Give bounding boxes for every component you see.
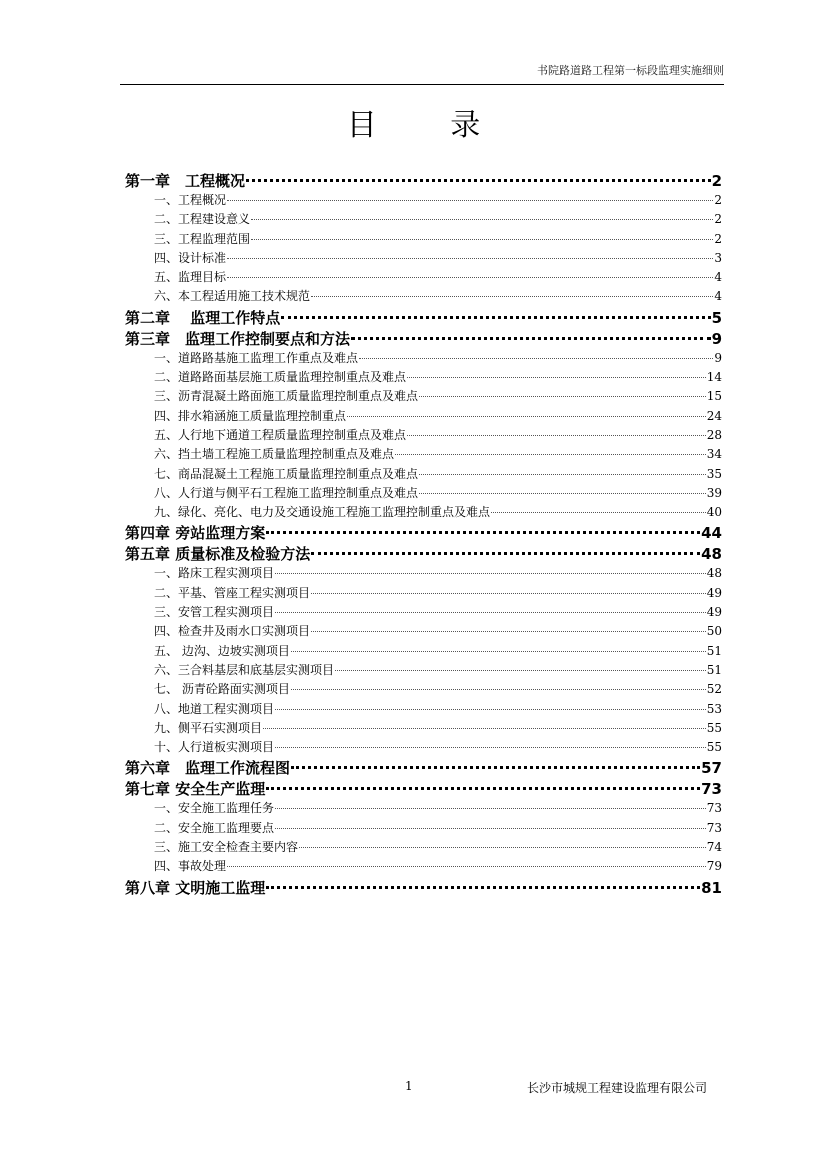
toc-section-entry[interactable] bbox=[125, 857, 722, 876]
toc-section-entry[interactable] bbox=[125, 349, 722, 368]
page-number: 1 bbox=[405, 1079, 413, 1093]
toc-section-entry[interactable] bbox=[125, 445, 722, 464]
dot-leader bbox=[311, 296, 713, 297]
dot-leader bbox=[251, 239, 713, 240]
dot-leader bbox=[347, 416, 706, 417]
toc-entry-label: 三、沥青混凝土路面施工质量监理控制重点及难点 bbox=[154, 389, 419, 404]
toc-section-entry[interactable] bbox=[125, 700, 722, 719]
toc-chapter-entry[interactable] bbox=[125, 522, 722, 543]
toc-entry-label: 第三章 监理工作控制要点和方法 bbox=[125, 329, 351, 348]
toc-entry-page: 4 bbox=[714, 289, 722, 304]
toc-entry-label: 九、绿化、亮化、电力及交通设施工程施工监理控制重点及难点 bbox=[154, 505, 491, 520]
toc-entry-page: 40 bbox=[706, 505, 722, 520]
toc-entry-label: 二、平基、管座工程实测项目 bbox=[154, 585, 311, 600]
dot-leader bbox=[275, 828, 706, 829]
toc-entry-label: 八、人行道与侧平石工程施工监理控制重点及难点 bbox=[154, 485, 419, 500]
dot-leader bbox=[407, 435, 706, 436]
toc-section-entry[interactable] bbox=[125, 287, 722, 306]
toc-entry-label: 二、安全施工监理要点 bbox=[154, 820, 275, 835]
dot-leader bbox=[407, 377, 706, 378]
toc-entry-page: 74 bbox=[706, 840, 722, 855]
toc-entry-label: 三、安管工程实测项目 bbox=[154, 605, 275, 620]
toc-entry-page: 50 bbox=[706, 624, 722, 639]
toc-entry-page: 2 bbox=[711, 172, 722, 190]
toc-entry-page: 49 bbox=[706, 605, 722, 620]
dot-leader bbox=[251, 219, 713, 220]
toc-entry-page: 9 bbox=[711, 329, 722, 348]
toc-entry-page: 9 bbox=[714, 350, 722, 365]
toc-entry-label: 四、排水箱涵施工质量监理控制重点 bbox=[154, 408, 347, 423]
toc-section-entry[interactable] bbox=[125, 642, 722, 661]
toc-entry-label: 五、监理目标 bbox=[154, 270, 227, 285]
toc-entry-label: 十、人行道板实测项目 bbox=[154, 740, 275, 755]
toc-entry-label: 八、地道工程实测项目 bbox=[154, 701, 275, 716]
dot-leader bbox=[291, 651, 706, 652]
toc-section-entry[interactable] bbox=[125, 191, 722, 210]
toc-entry-page: 51 bbox=[706, 643, 722, 658]
toc-entry-page: 44 bbox=[701, 524, 722, 543]
dot-leader bbox=[351, 337, 711, 340]
toc-section-entry[interactable] bbox=[125, 503, 722, 522]
toc-section-entry[interactable] bbox=[125, 564, 722, 583]
toc-entry-page: 4 bbox=[714, 270, 722, 285]
toc-entry-page: 73 bbox=[706, 820, 722, 835]
dot-leader bbox=[395, 454, 706, 455]
toc-section-entry[interactable] bbox=[125, 661, 722, 680]
dot-leader bbox=[275, 612, 706, 613]
toc-entry-label: 六、挡土墙工程施工质量监理控制重点及难点 bbox=[154, 447, 395, 462]
toc-entry-label: 第二章 监理工作特点 bbox=[125, 308, 281, 327]
toc-entry-label: 四、设计标准 bbox=[154, 250, 227, 265]
toc-entry-page: 15 bbox=[706, 389, 722, 404]
toc-entry-page: 2 bbox=[714, 193, 722, 207]
dot-leader bbox=[299, 847, 706, 848]
toc-section-entry[interactable] bbox=[125, 799, 722, 818]
toc-entry-page: 53 bbox=[706, 701, 722, 716]
toc-chapter-entry[interactable] bbox=[125, 543, 722, 564]
toc-entry-label: 一、工程概况 bbox=[154, 193, 227, 207]
company-name: 长沙市城规工程建设监理有限公司 bbox=[526, 1081, 707, 1095]
toc-entry-page: 2 bbox=[714, 212, 722, 227]
toc-entry-page: 81 bbox=[701, 878, 722, 897]
toc-section-entry[interactable] bbox=[125, 268, 722, 287]
toc-entry-label: 第五章 质量标准及检验方法 bbox=[125, 545, 311, 564]
toc-section-entry[interactable] bbox=[125, 738, 722, 757]
toc-section-entry[interactable] bbox=[125, 210, 722, 229]
toc-section-entry[interactable] bbox=[125, 838, 722, 857]
dot-leader bbox=[227, 200, 713, 201]
dot-leader bbox=[275, 808, 706, 809]
toc-section-entry[interactable] bbox=[125, 719, 722, 738]
dot-leader bbox=[275, 709, 706, 710]
toc-chapter-entry[interactable] bbox=[125, 757, 722, 778]
toc-entry-label: 第六章 监理工作流程图 bbox=[125, 759, 291, 778]
dot-leader bbox=[263, 728, 706, 729]
toc-entry-label: 六、本工程适用施工技术规范 bbox=[154, 289, 311, 304]
toc-section-entry[interactable] bbox=[125, 465, 722, 484]
toc-entry-label: 五、人行地下通道工程质量监理控制重点及难点 bbox=[154, 427, 407, 442]
table-of-contents bbox=[125, 170, 722, 898]
toc-entry-label: 第七章 安全生产监理 bbox=[125, 780, 266, 799]
toc-section-entry[interactable] bbox=[125, 230, 722, 249]
toc-entry-label: 六、三合料基层和底基层实测项目 bbox=[154, 662, 335, 677]
toc-entry-page: 48 bbox=[706, 566, 722, 581]
toc-section-entry[interactable] bbox=[125, 249, 722, 268]
toc-entry-label: 第一章 工程概况 bbox=[125, 172, 246, 190]
dot-leader bbox=[275, 747, 706, 748]
toc-chapter-entry[interactable] bbox=[125, 170, 722, 191]
toc-chapter-entry[interactable] bbox=[125, 307, 722, 328]
toc-entry-page: 73 bbox=[701, 780, 722, 799]
dot-leader bbox=[266, 886, 700, 889]
dot-leader bbox=[266, 787, 700, 790]
toc-section-entry[interactable] bbox=[125, 680, 722, 699]
toc-entry-page: 55 bbox=[706, 740, 722, 755]
toc-entry-label: 九、侧平石实测项目 bbox=[154, 720, 263, 735]
toc-entry-page: 35 bbox=[706, 466, 722, 481]
toc-chapter-entry[interactable] bbox=[125, 778, 722, 799]
toc-entry-page: 57 bbox=[701, 759, 722, 778]
toc-entry-page: 52 bbox=[706, 682, 722, 697]
toc-entry-label: 四、检查井及雨水口实测项目 bbox=[154, 624, 311, 639]
toc-entry-page: 34 bbox=[706, 447, 722, 462]
toc-entry-label: 五、 边沟、边坡实测项目 bbox=[154, 643, 290, 658]
toc-entry-page: 51 bbox=[706, 662, 722, 677]
dot-leader bbox=[419, 493, 706, 494]
toc-entry-page: 73 bbox=[706, 801, 722, 816]
toc-section-entry[interactable] bbox=[125, 407, 722, 426]
toc-entry-label: 三、施工安全检查主要内容 bbox=[154, 840, 299, 855]
toc-entry-page: 39 bbox=[706, 485, 722, 500]
dot-leader bbox=[311, 593, 706, 594]
toc-section-entry[interactable] bbox=[125, 819, 722, 838]
toc-entry-page: 48 bbox=[701, 545, 722, 564]
page-title: 目 录 bbox=[346, 108, 513, 143]
toc-entry-page: 2 bbox=[714, 231, 722, 246]
dot-leader bbox=[275, 573, 706, 574]
toc-entry-page: 55 bbox=[706, 720, 722, 735]
dot-leader bbox=[266, 531, 700, 534]
dot-leader bbox=[227, 258, 713, 259]
toc-section-entry[interactable] bbox=[125, 622, 722, 641]
toc-entry-label: 一、道路路基施工监理工作重点及难点 bbox=[154, 350, 359, 365]
toc-entry-label: 一、安全施工监理任务 bbox=[154, 801, 275, 816]
toc-entry-page: 49 bbox=[706, 585, 722, 600]
toc-chapter-entry[interactable] bbox=[125, 328, 722, 349]
dot-leader bbox=[291, 766, 700, 769]
toc-entry-label: 三、工程监理范围 bbox=[154, 231, 251, 246]
toc-entry-label: 二、工程建设意义 bbox=[154, 212, 251, 227]
toc-entry-label: 七、 沥青砼路面实测项目 bbox=[154, 682, 290, 697]
toc-entry-page: 24 bbox=[706, 408, 722, 423]
toc-entry-page: 3 bbox=[714, 250, 722, 265]
toc-entry-label: 一、路床工程实测项目 bbox=[154, 566, 275, 581]
dot-leader bbox=[246, 179, 711, 182]
running-header: 书院路道路工程第一标段监理实施细则 bbox=[120, 62, 724, 85]
toc-section-entry[interactable] bbox=[125, 584, 722, 603]
dot-leader bbox=[335, 670, 706, 671]
toc-section-entry[interactable] bbox=[125, 484, 722, 503]
dot-leader bbox=[227, 277, 713, 278]
dot-leader bbox=[419, 396, 706, 397]
dot-leader bbox=[491, 512, 706, 513]
toc-entry-label: 第四章 旁站监理方案 bbox=[125, 524, 266, 543]
toc-entry-label: 第八章 文明施工监理 bbox=[125, 878, 266, 897]
dot-leader bbox=[281, 316, 710, 319]
toc-entry-page: 79 bbox=[706, 859, 722, 874]
dot-leader bbox=[311, 631, 706, 632]
toc-entry-page: 14 bbox=[706, 370, 722, 385]
toc-section-entry[interactable] bbox=[125, 368, 722, 387]
toc-entry-label: 二、道路路面基层施工质量监理控制重点及难点 bbox=[154, 370, 407, 385]
toc-chapter-entry[interactable] bbox=[125, 877, 722, 898]
dot-leader bbox=[227, 866, 706, 867]
toc-section-entry[interactable] bbox=[125, 603, 722, 622]
toc-entry-page: 5 bbox=[711, 308, 722, 327]
toc-entry-label: 四、事故处理 bbox=[154, 859, 227, 874]
toc-entry-page: 28 bbox=[706, 427, 722, 442]
toc-section-entry[interactable] bbox=[125, 426, 722, 445]
dot-leader bbox=[291, 689, 706, 690]
dot-leader bbox=[311, 552, 700, 555]
dot-leader bbox=[359, 358, 713, 359]
toc-entry-label: 七、商品混凝土工程施工质量监理控制重点及难点 bbox=[154, 466, 419, 481]
toc-section-entry[interactable] bbox=[125, 387, 722, 406]
dot-leader bbox=[419, 474, 706, 475]
